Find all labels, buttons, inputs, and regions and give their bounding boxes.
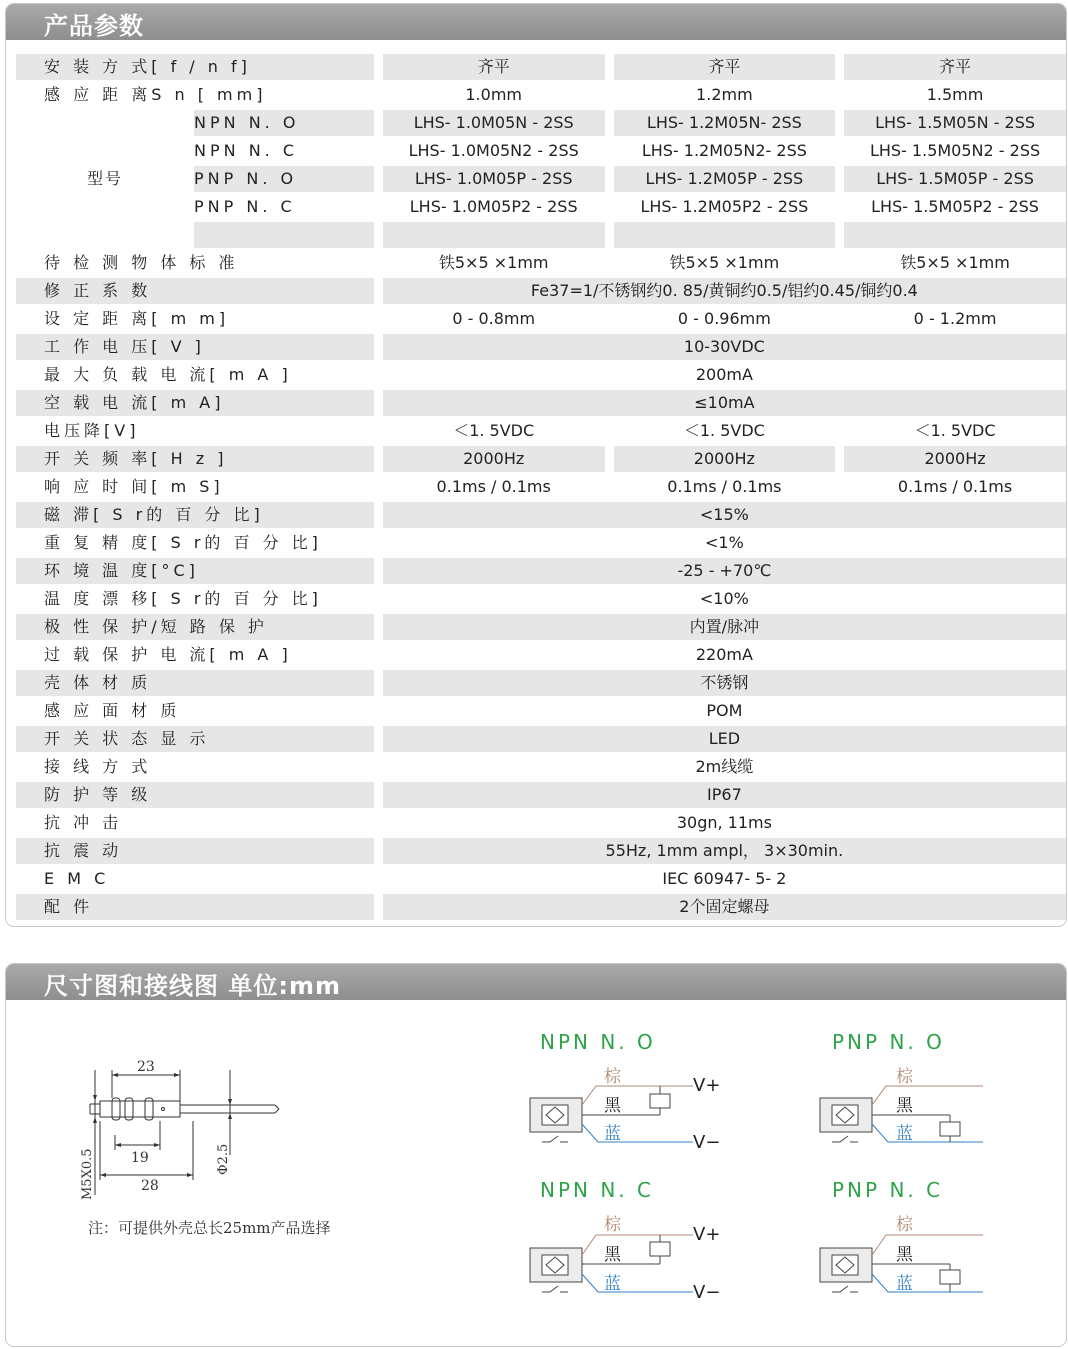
cell-gap: [374, 194, 383, 220]
model-number: LHS- 1.0M05P2 - 2SS: [409, 197, 578, 216]
cell-gap: [605, 82, 614, 108]
cell-gap: [374, 530, 383, 556]
cell-gap: [374, 166, 383, 192]
cell-gap: [835, 82, 844, 108]
wiring-diagram-npn-nc: [528, 1208, 728, 1303]
spec-value: 1.2mm: [696, 85, 753, 104]
spec-value: 铁5×5 ×1mm: [669, 253, 780, 272]
spec-row: [16, 306, 1066, 332]
spec-label: 空 载 电 流[ m A]: [16, 390, 374, 416]
spec-value: Fe37=1/不锈钢约0. 85/黄铜约0.5/铝约0.45/铜约0.4: [383, 278, 1066, 304]
cell-gap: [374, 306, 383, 332]
spec-label: 抗 震 动: [16, 838, 374, 864]
vminus-label: V−: [693, 1282, 721, 1303]
model-label: 型号: [16, 110, 194, 248]
wire-blue-label: 蓝: [896, 1124, 913, 1144]
cell-gap: [374, 726, 383, 752]
spec-label: 防 护 等 级: [16, 782, 374, 808]
spec-value: 1.5mm: [926, 85, 984, 104]
spec-value: ＜1. 5VDC: [453, 421, 535, 440]
cell-gap: [605, 54, 614, 80]
vplus-label: V+: [693, 1075, 721, 1096]
spec-row: [16, 642, 1066, 668]
spec-value: 2m线缆: [695, 757, 754, 776]
cell-gap: [374, 334, 383, 360]
spec-row: [16, 698, 1066, 724]
dim-23: 23: [137, 1059, 155, 1075]
spec-value: 不锈钢: [383, 670, 1066, 696]
dimension-drawing: [75, 1055, 305, 1205]
spec-label: 安 装 方 式[ f / n f]: [16, 54, 374, 80]
wiring-title-pnp-no: PNP N. O: [832, 1030, 945, 1054]
cell-gap: [374, 642, 383, 668]
cell-gap: [374, 810, 383, 836]
model-empty-cell: [844, 222, 1066, 248]
spec-row: [16, 82, 1066, 108]
model-variant-name: PNP N. O: [194, 166, 374, 192]
spec-row: [16, 418, 1066, 444]
cell-gap: [374, 362, 383, 388]
wiring-title-pnp-nc: PNP N. C: [832, 1178, 944, 1202]
model-empty-cell: [383, 222, 605, 248]
wire-black-label: 黑: [604, 1245, 621, 1265]
spec-value: <10%: [699, 589, 749, 608]
spec-label: 过 载 保 护 电 流[ m A ]: [44, 645, 292, 664]
model-number: LHS- 1.2M05N2- 2SS: [641, 141, 807, 160]
wire-blue-label: 蓝: [604, 1274, 621, 1294]
cell-gap: [605, 222, 614, 248]
spec-value: 0.1ms / 0.1ms: [897, 477, 1013, 496]
spec-value: <1%: [704, 533, 744, 552]
spec-value: 齐平: [614, 54, 836, 80]
model-variant-empty: [194, 222, 374, 248]
spec-row: [16, 754, 1066, 780]
cell-gap: [374, 782, 383, 808]
cell-gap: [374, 138, 383, 164]
dimension-note: 注：可提供外壳总长25mm产品选择: [88, 1219, 331, 1237]
spec-label: 抗 冲 击: [44, 813, 123, 832]
spec-row: [16, 390, 1066, 416]
wire-brown-label: 棕: [604, 1067, 621, 1087]
spec-label: 修 正 系 数: [16, 278, 374, 304]
cell-gap: [835, 194, 844, 220]
cell-gap: [374, 54, 383, 80]
spec-table: [16, 52, 1066, 922]
model-number: LHS- 1.5M05N - 2SS: [844, 110, 1066, 136]
cell-gap: [835, 418, 844, 444]
wiring-diagram-pnp-nc: [818, 1208, 998, 1303]
cell-gap: [374, 250, 383, 276]
spec-row: [16, 474, 1066, 500]
spec-row: [16, 362, 1066, 388]
spec-label: 重 复 精 度[ S r的 百 分 比]: [44, 533, 322, 552]
cell-gap: [374, 502, 383, 528]
spec-label: 接 线 方 式: [44, 757, 152, 776]
spec-row: [16, 250, 1066, 276]
cell-gap: [374, 82, 383, 108]
spec-label: E M C: [44, 869, 110, 888]
wiring-title-npn-no: NPN N. O: [540, 1030, 656, 1054]
spec-label: 感 应 面 材 质: [44, 701, 181, 720]
spec-panel-title: 产品参数: [44, 12, 144, 40]
spec-value: <15%: [383, 502, 1066, 528]
cell-gap: [374, 418, 383, 444]
wire-brown-label: 棕: [896, 1215, 913, 1235]
cell-gap: [374, 670, 383, 696]
spec-label: 待 检 测 物 体 标 准: [44, 253, 239, 272]
spec-value: 铁5×5 ×1mm: [438, 253, 549, 272]
spec-row: [16, 558, 1066, 584]
spec-value: 0.1ms / 0.1ms: [436, 477, 551, 496]
spec-value: 30gn, 11ms: [676, 813, 772, 832]
spec-label: 最 大 负 载 电 流[ m A ]: [44, 365, 292, 384]
cell-gap: [374, 698, 383, 724]
cell-gap: [835, 250, 844, 276]
cell-gap: [374, 866, 383, 892]
spec-label: 设 定 距 离[ m m]: [44, 309, 230, 328]
spec-label: 温 度 漂 移[ S r的 百 分 比]: [44, 589, 322, 608]
spec-row: [16, 502, 1066, 528]
cell-gap: [605, 138, 614, 164]
cell-gap: [374, 278, 383, 304]
spec-label: 极 性 保 护/短 路 保 护: [16, 614, 374, 640]
spec-value: 0 - 1.2mm: [913, 309, 997, 328]
cell-gap: [605, 110, 614, 136]
wire-blue-label: 蓝: [896, 1274, 913, 1294]
spec-value: 齐平: [844, 54, 1066, 80]
spec-value: IP67: [383, 782, 1066, 808]
spec-label: 感 应 距 离S n [ mm]: [44, 85, 267, 104]
spec-label: 配 件: [16, 894, 374, 920]
spec-value: 2000Hz: [844, 446, 1066, 472]
wire-black-label: 黑: [896, 1096, 913, 1116]
cell-gap: [374, 586, 383, 612]
spec-row: [16, 54, 1066, 80]
cell-gap: [835, 110, 844, 136]
spec-panel-header: [6, 4, 1066, 40]
wire-brown-label: 棕: [604, 1215, 621, 1235]
spec-value: 0 - 0.96mm: [677, 309, 771, 328]
cell-gap: [835, 306, 844, 332]
spec-label: 磁 滞[ S r的 百 分 比]: [16, 502, 374, 528]
cell-gap: [374, 754, 383, 780]
cell-gap: [835, 474, 844, 500]
spec-label: 开 关 频 率[ H z ]: [16, 446, 374, 472]
cell-gap: [605, 166, 614, 192]
spec-row: [16, 614, 1066, 640]
spec-row: [16, 334, 1066, 360]
spec-value: 55Hz, 1mm ampl， 3×30min.: [383, 838, 1066, 864]
cell-gap: [374, 390, 383, 416]
model-variant-name: PNP N. C: [194, 197, 296, 216]
dim-28: 28: [141, 1178, 159, 1194]
cell-gap: [605, 306, 614, 332]
model-row: [16, 110, 1066, 136]
spec-row: [16, 670, 1066, 696]
spec-label: 工 作 电 压[ V ]: [16, 334, 374, 360]
spec-row: [16, 530, 1066, 556]
spec-row: [16, 810, 1066, 836]
spec-value: IEC 60947- 5- 2: [662, 869, 787, 888]
spec-row: [16, 446, 1066, 472]
model-number: LHS- 1.5M05P - 2SS: [844, 166, 1066, 192]
spec-value: ＜1. 5VDC: [683, 421, 765, 440]
dim-thread: M5X0.5: [80, 1148, 95, 1200]
spec-row: [16, 586, 1066, 612]
spec-label: 壳 体 材 质: [16, 670, 374, 696]
diagram-panel-header: [6, 964, 1066, 1000]
model-number: LHS- 1.2M05P - 2SS: [614, 166, 836, 192]
vplus-label: V+: [693, 1224, 721, 1245]
cell-gap: [374, 474, 383, 500]
cell-gap: [374, 558, 383, 584]
spec-value: 0 - 0.8mm: [452, 309, 536, 328]
wire-black-label: 黑: [896, 1245, 913, 1265]
spec-label: 响 应 时 间[ m S]: [44, 477, 224, 496]
cell-gap: [374, 838, 383, 864]
cell-gap: [605, 446, 614, 472]
wire-blue-label: 蓝: [604, 1124, 621, 1144]
spec-row: [16, 866, 1066, 892]
wiring-title-npn-nc: NPN N. C: [540, 1178, 654, 1202]
model-number: LHS- 1.5M05P2 - 2SS: [871, 197, 1039, 216]
spec-value: 1.0mm: [465, 85, 522, 104]
cell-gap: [374, 110, 383, 136]
model-number: LHS- 1.5M05N2 - 2SS: [869, 141, 1041, 160]
wiring-diagram-pnp-no: [818, 1062, 998, 1157]
model-variant-name: NPN N. C: [194, 141, 299, 160]
spec-value: 2000Hz: [614, 446, 836, 472]
spec-value: ≤10mA: [383, 390, 1066, 416]
spec-value: 2个固定螺母: [383, 894, 1066, 920]
cell-gap: [835, 166, 844, 192]
cell-gap: [374, 614, 383, 640]
spec-value: 0.1ms / 0.1ms: [667, 477, 782, 496]
spec-value: 内置/脉冲: [383, 614, 1066, 640]
model-variant-name: NPN N. O: [194, 110, 374, 136]
dim-phi: Φ2.5: [216, 1143, 231, 1175]
model-empty-cell: [614, 222, 836, 248]
spec-value: 220mA: [695, 645, 753, 664]
cell-gap: [374, 222, 383, 248]
spec-row: [16, 894, 1066, 920]
spec-row: [16, 838, 1066, 864]
cell-gap: [835, 446, 844, 472]
spec-value: LED: [383, 726, 1066, 752]
cell-gap: [835, 54, 844, 80]
spec-value: 齐平: [383, 54, 605, 80]
model-number: LHS- 1.2M05P2 - 2SS: [640, 197, 809, 216]
wiring-diagram-npn-no: [528, 1062, 728, 1157]
model-number: LHS- 1.0M05P - 2SS: [383, 166, 605, 192]
spec-value: 铁5×5 ×1mm: [900, 253, 1010, 272]
cell-gap: [605, 194, 614, 220]
cell-gap: [605, 250, 614, 276]
diagram-panel-title: 尺寸图和接线图 单位:mm: [44, 972, 341, 1000]
cell-gap: [605, 418, 614, 444]
model-number: LHS- 1.0M05N2 - 2SS: [408, 141, 579, 160]
spec-value: 2000Hz: [383, 446, 605, 472]
cell-gap: [835, 222, 844, 248]
spec-row: [16, 278, 1066, 304]
cell-gap: [374, 894, 383, 920]
wire-black-label: 黑: [604, 1096, 621, 1116]
spec-label: 开 关 状 态 显 示: [16, 726, 374, 752]
cell-gap: [605, 474, 614, 500]
spec-value: POM: [706, 701, 743, 720]
cell-gap: [374, 446, 383, 472]
spec-value: 200mA: [695, 365, 753, 384]
spec-label: 电压降[V]: [44, 421, 140, 440]
vminus-label: V−: [693, 1132, 721, 1153]
spec-panel: [5, 3, 1067, 927]
spec-row: [16, 726, 1066, 752]
spec-row: [16, 782, 1066, 808]
spec-value: -25 - +70℃: [383, 558, 1066, 584]
model-number: LHS- 1.0M05N - 2SS: [383, 110, 605, 136]
cell-gap: [835, 138, 844, 164]
model-number: LHS- 1.2M05N- 2SS: [614, 110, 836, 136]
wire-brown-label: 棕: [896, 1067, 913, 1087]
spec-value: 10-30VDC: [383, 334, 1066, 360]
spec-label: 环 境 温 度[°C]: [16, 558, 374, 584]
spec-value: ＜1. 5VDC: [914, 421, 996, 440]
dim-19: 19: [131, 1150, 149, 1166]
